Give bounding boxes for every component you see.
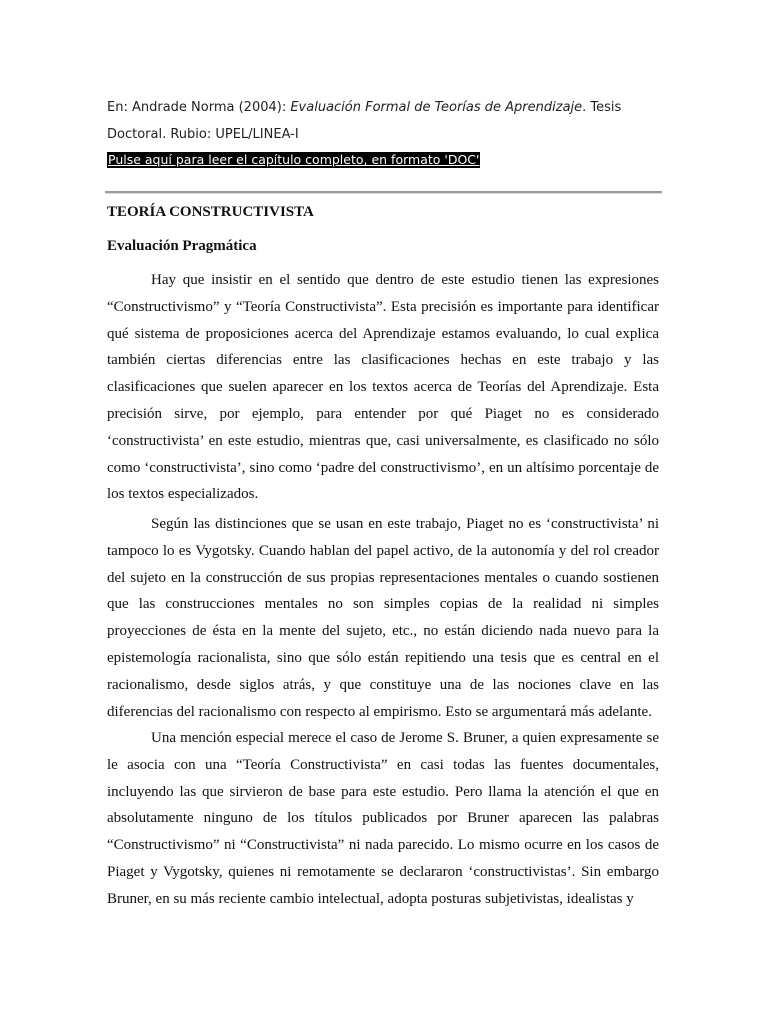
citation (107, 94, 667, 148)
horizontal-divider (105, 191, 662, 194)
citation-suffix: . Tesis Doctoral. Rubio: UPEL/LINEA-I (107, 100, 622, 142)
body-paragraph-1: Hay que insistir en el sentido que dentro de este estudio tienen las expresiones “Constructivismo” y “Teoría Constructivista”. Esta precisión es importante para identificar qué sistema de proposiciones acerca del Aprendizaje estamos evaluando, lo cual explica también ciertas diferencias entre las clasificaciones hechas en este trabajo y las clasificaciones que suelen aparecer en los textos acerca de Teorías del Aprendizaje. Esta precisión sirve, por ejemplo, para entender por qué Piaget no es considerado ‘constructivista’ en este estudio, mientras que, casi universalmente, es clasificado no sólo como ‘constructivista’, sino como ‘padre del constructivismo’, en un altísimo porcentaje de los textos especializados. (107, 272, 659, 503)
body-paragraph-2: Según las distinciones que se usan en este trabajo, Piaget no es ‘constructivista’ ni tampoco lo es Vygotsky. Cuando hablan del papel activo, de la autonomía y del rol creador del sujeto en la construcción de sus propias representaciones mentales o cuando sostienen que las construcciones mentales no son simples copias de la realidad ni simples proyecciones de ésta en la mente del sujeto, etc., no están diciendo nada nuevo para la epistemología racionalista, sino que sólo están repitiendo una tesis que es central en el racionalismo, desde siglos atrás, y que constituye una de las nociones clave en las diferencias del racionalismo con respecto al empirismo. Esto se argumentará más adelante. (107, 516, 659, 720)
section-subtitle: Evaluación Pragmática (107, 238, 257, 254)
citation-prefix: En: Andrade Norma (2004): (107, 100, 291, 115)
document-title: TEORÍA CONSTRUCTIVISTA (107, 204, 314, 220)
citation-work-title: Evaluación Formal de Teorías de Aprendizaje (290, 100, 583, 115)
read-full-chapter-link[interactable]: Pulse aquí para leer el capítulo completo, en formato 'DOC' (108, 152, 480, 167)
body-paragraph-3: Una mención especial merece el caso de Jerome S. Bruner, a quien expresamente se le asocia con una “Teoría Constructivista” en casi todas las fuentes documentales, incluyendo las que sirvieron de base para este estudio. Pero llama la atención el que en absolutamente ninguno de los títulos publicados por Bruner aparecen las palabras “Constructivismo” ni “Constructivista” ni nada parecido. Lo mismo ocurre en los casos de Piaget y Vygotsky, quienes ni remotamente se declararon ‘constructivistas’. Sin embargo Bruner, en su más reciente cambio intelectual, adopta posturas subjetivistas, idealistas y (107, 730, 659, 907)
